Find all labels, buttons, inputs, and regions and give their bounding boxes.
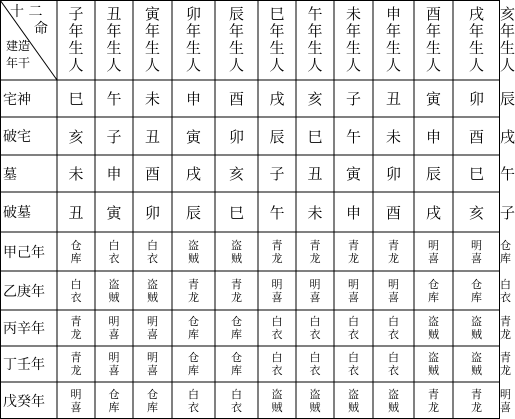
cell-char: 青: [428, 387, 439, 401]
cell-char: 仓: [471, 277, 482, 291]
cell-char: 喜: [108, 328, 120, 341]
cell-char: 明: [500, 387, 511, 401]
header-char: 午: [307, 5, 323, 23]
cell-char: 明: [147, 351, 158, 364]
header-char: 生: [68, 39, 84, 57]
cell-char: 衣: [231, 400, 242, 414]
cell-char: 库: [500, 251, 511, 265]
cell-char: 喜: [147, 328, 158, 341]
cell-char: 戌: [269, 90, 285, 108]
cell-char: 盗: [471, 351, 482, 364]
header-char: 生: [185, 39, 201, 57]
cell-char: 龙: [188, 290, 199, 304]
row-label: 丙辛年: [3, 321, 45, 337]
header-char: 人: [228, 56, 244, 74]
cell-char: 白: [108, 238, 120, 252]
cell-char: 库: [471, 290, 482, 304]
cell-char: 巳: [468, 165, 484, 183]
cell-char: 青: [471, 387, 482, 401]
table-cell: [500, 271, 511, 310]
cell-char: 龙: [271, 251, 283, 265]
header-char: 人: [307, 56, 323, 74]
header-char: 人: [345, 56, 361, 74]
cell-char: 龙: [428, 400, 439, 414]
header-char: 生: [269, 39, 285, 57]
cell-char: 贼: [231, 251, 242, 265]
header-char: 生: [345, 39, 361, 57]
header-char: 生: [500, 39, 515, 57]
cell-char: 衣: [309, 328, 321, 341]
cell-char: 贼: [108, 290, 120, 304]
cell-char: 仓: [108, 387, 120, 401]
row-label: 戊癸年: [3, 393, 45, 410]
cell-char: 未: [68, 165, 84, 183]
cell-char: 仓: [231, 351, 242, 364]
cell-char: 龙: [309, 251, 321, 265]
cell-char: 盗: [188, 238, 199, 252]
cell-char: 库: [188, 364, 199, 377]
row-label: 甲己年: [3, 244, 45, 261]
cell-char: 未: [307, 203, 323, 222]
cell-char: 仓: [231, 315, 242, 328]
header-char: 生: [425, 39, 441, 57]
cell-char: 丑: [144, 127, 160, 146]
cell-char: 酉: [468, 127, 484, 146]
cell-char: 申: [345, 203, 361, 222]
cell-char: 青: [70, 315, 82, 328]
cell-char: 戌: [185, 165, 201, 183]
cell-char: 戌: [500, 127, 515, 146]
cell-char: 衣: [348, 328, 359, 341]
cell-char: 青: [388, 238, 399, 252]
cell-char: 库: [147, 400, 158, 414]
row-label: 破宅: [3, 129, 31, 145]
header-char: 申: [385, 5, 401, 23]
corner-top-label: 十 二: [10, 4, 43, 20]
cell-char: 午: [269, 203, 285, 222]
cell-char: 龙: [70, 364, 82, 377]
cell-char: 子: [106, 127, 122, 146]
cell-char: 仓: [188, 351, 199, 364]
cell-char: 明: [309, 277, 321, 291]
corner-diagonal: [0, 0, 57, 80]
header-char: 生: [307, 39, 323, 57]
header-char: 人: [468, 56, 484, 74]
cell-char: 龙: [500, 364, 511, 377]
cell-char: 申: [185, 90, 201, 108]
header-char: 年: [385, 22, 401, 40]
cell-char: 申: [106, 165, 122, 183]
header-char: 戌: [468, 5, 484, 23]
header-char: 年: [468, 22, 484, 40]
cell-char: 衣: [348, 364, 359, 377]
cell-char: 白: [348, 315, 359, 328]
cell-char: 衣: [500, 290, 511, 304]
cell-char: 卯: [385, 165, 401, 183]
cell-char: 龙: [500, 328, 511, 341]
cell-char: 贼: [271, 400, 283, 414]
cell-char: 贼: [471, 364, 482, 377]
cell-char: 盗: [348, 387, 359, 401]
cell-char: 白: [388, 351, 399, 364]
cell-char: 亥: [68, 127, 84, 146]
cell-char: 衣: [108, 251, 120, 265]
cell-char: 白: [348, 351, 359, 364]
cell-char: 明: [348, 277, 359, 291]
corner-mid-label: 建造: [6, 39, 31, 53]
cell-char: 辰: [185, 203, 201, 222]
cell-char: 丑: [385, 90, 401, 108]
cell-char: 仓: [500, 238, 511, 252]
cell-char: 库: [231, 328, 242, 341]
cell-char: 盗: [471, 315, 482, 328]
cell-char: 寅: [345, 165, 361, 183]
cell-char: 贼: [428, 364, 439, 377]
header-char: 年: [106, 22, 122, 40]
cell-char: 盗: [388, 387, 399, 401]
header-char: 年: [144, 22, 160, 40]
cell-char: 明: [147, 315, 158, 328]
cell-char: 库: [108, 400, 120, 414]
cell-char: 仓: [428, 277, 439, 291]
cell-char: 喜: [348, 290, 359, 304]
header-char: 人: [106, 56, 122, 74]
cell-char: 午: [345, 127, 361, 146]
cell-char: 衣: [388, 364, 399, 377]
header-char: 年: [500, 22, 515, 40]
cell-char: 青: [231, 277, 242, 291]
corner-right-label: 命: [34, 21, 48, 37]
cell-char: 贼: [147, 290, 158, 304]
cell-char: 盗: [428, 351, 439, 364]
header-char: 人: [68, 56, 84, 74]
cell-char: 喜: [309, 290, 321, 304]
cell-char: 盗: [231, 238, 242, 252]
header-char: 卯: [185, 5, 201, 23]
table-cell: [500, 310, 511, 346]
header-char: 人: [385, 56, 401, 74]
cell-char: 盗: [428, 315, 439, 328]
cell-char: 青: [348, 238, 359, 252]
cell-char: 盗: [147, 277, 158, 291]
cell-char: 白: [188, 387, 199, 401]
cell-char: 亥: [307, 90, 323, 108]
cell-char: 明: [271, 277, 283, 291]
header-char: 年: [425, 22, 441, 40]
cell-char: 盗: [309, 387, 321, 401]
table-cell: [500, 155, 515, 192]
header-char: 人: [269, 56, 285, 74]
header-char: 巳: [269, 5, 285, 23]
cell-char: 贼: [348, 400, 359, 414]
cell-char: 衣: [271, 328, 283, 341]
cell-char: 龙: [70, 328, 82, 341]
cell-char: 衣: [309, 364, 321, 377]
cell-char: 白: [231, 387, 242, 401]
cell-char: 辰: [269, 127, 285, 146]
cell-char: 衣: [70, 290, 82, 304]
header-char: 人: [185, 56, 201, 74]
row-label: 宅神: [3, 91, 31, 108]
cell-char: 库: [70, 251, 82, 265]
cell-char: 青: [188, 277, 199, 291]
cell-char: 仓: [188, 315, 199, 328]
cell-char: 巳: [228, 203, 244, 222]
cell-char: 喜: [108, 364, 120, 377]
header-char: 丑: [106, 5, 122, 23]
header-char: 酉: [425, 5, 441, 23]
header-char: 生: [144, 39, 160, 57]
cell-char: 酉: [144, 165, 160, 183]
cell-char: 白: [70, 277, 82, 291]
header-char: 年: [269, 22, 285, 40]
table-cell: [500, 232, 511, 271]
corner-bottom-label: 年干: [6, 56, 31, 70]
table-cell: [500, 382, 511, 419]
cell-char: 喜: [500, 400, 511, 414]
cell-char: 明: [388, 277, 399, 291]
cell-char: 午: [106, 90, 122, 108]
header-char: 人: [425, 56, 441, 74]
header-char: 生: [106, 39, 122, 57]
header-cell: [500, 0, 515, 80]
cell-char: 衣: [271, 364, 283, 377]
cell-char: 仓: [147, 387, 158, 401]
header-char: 未: [345, 5, 361, 23]
cell-char: 盗: [108, 277, 120, 291]
row-label: 丁壬年: [3, 357, 45, 373]
cell-char: 明: [108, 315, 120, 328]
table-cell: [500, 80, 515, 117]
cell-char: 丑: [68, 203, 84, 222]
header-char: 年: [307, 22, 323, 40]
cell-char: 卯: [228, 127, 244, 146]
cell-char: 寅: [106, 203, 122, 222]
cell-char: 未: [385, 127, 401, 146]
header-char: 生: [468, 39, 484, 57]
cell-char: 衣: [388, 328, 399, 341]
header-char: 年: [68, 22, 84, 40]
cell-char: 喜: [147, 364, 158, 377]
cell-char: 寅: [425, 90, 441, 108]
cell-char: 贼: [428, 328, 439, 341]
cell-char: 子: [500, 203, 515, 222]
cell-char: 白: [271, 351, 283, 364]
cell-char: 喜: [271, 290, 283, 304]
cell-char: 贼: [188, 251, 199, 265]
cell-char: 子: [269, 165, 285, 183]
cell-char: 白: [388, 315, 399, 328]
cell-char: 贼: [471, 328, 482, 341]
cell-char: 明: [108, 351, 120, 364]
cell-char: 白: [309, 315, 321, 328]
cell-char: 青: [500, 315, 511, 328]
table-cell: [500, 117, 515, 155]
header-char: 年: [228, 22, 244, 40]
cell-char: 酉: [228, 90, 244, 108]
cell-char: 衣: [147, 251, 158, 265]
cell-char: 明: [428, 238, 439, 252]
cell-char: 寅: [185, 127, 201, 146]
cell-char: 贼: [309, 400, 321, 414]
cell-char: 衣: [188, 400, 199, 414]
cell-char: 龙: [231, 290, 242, 304]
header-char: 年: [185, 22, 201, 40]
row-label: 破墓: [3, 205, 31, 221]
header-char: 寅: [144, 5, 160, 23]
cell-char: 青: [271, 238, 283, 252]
cell-char: 申: [425, 127, 441, 146]
cell-char: 青: [500, 351, 511, 364]
cell-char: 青: [309, 238, 321, 252]
cell-char: 仓: [70, 238, 82, 252]
cell-char: 亥: [468, 203, 484, 222]
cell-char: 卯: [144, 203, 160, 222]
cell-char: 明: [70, 387, 82, 401]
cell-char: 库: [231, 364, 242, 377]
cell-char: 喜: [428, 251, 439, 265]
cell-char: 午: [500, 165, 515, 183]
header-char: 辰: [228, 5, 244, 23]
row-label: 乙庚年: [3, 283, 45, 300]
cell-char: 卯: [468, 90, 484, 108]
header-char: 人: [144, 56, 160, 74]
cell-char: 辰: [500, 90, 515, 108]
header-char: 年: [345, 22, 361, 40]
cell-char: 白: [500, 277, 511, 291]
cell-char: 喜: [471, 251, 482, 265]
cell-char: 巳: [68, 90, 84, 108]
table-cell: [500, 346, 511, 382]
cell-char: 白: [309, 351, 321, 364]
header-char: 亥: [500, 5, 515, 23]
header-char: 人: [500, 56, 515, 74]
cell-char: 库: [428, 290, 439, 304]
cell-char: 喜: [388, 290, 399, 304]
cell-char: 贼: [388, 400, 399, 414]
cell-char: 辰: [425, 165, 441, 183]
table-cell: [500, 192, 515, 232]
cell-char: 酉: [385, 203, 401, 222]
cell-char: 库: [188, 328, 199, 341]
cell-char: 明: [471, 238, 482, 252]
row-label: 墓: [3, 166, 17, 183]
cell-char: 戌: [425, 203, 441, 222]
cell-char: 未: [144, 90, 160, 108]
header-char: 生: [385, 39, 401, 57]
cell-char: 巳: [307, 127, 323, 146]
header-char: 子: [68, 5, 84, 23]
cell-char: 青: [70, 351, 82, 364]
cell-char: 亥: [228, 165, 244, 183]
header-char: 生: [228, 39, 244, 57]
cell-char: 龙: [348, 251, 359, 265]
cell-char: 白: [271, 315, 283, 328]
cell-char: 喜: [70, 400, 82, 414]
cell-char: 盗: [271, 387, 283, 401]
cell-char: 龙: [471, 400, 482, 414]
cell-char: 丑: [307, 165, 323, 183]
cell-char: 龙: [388, 251, 399, 265]
cell-char: 子: [345, 90, 361, 108]
cell-char: 白: [147, 238, 158, 252]
